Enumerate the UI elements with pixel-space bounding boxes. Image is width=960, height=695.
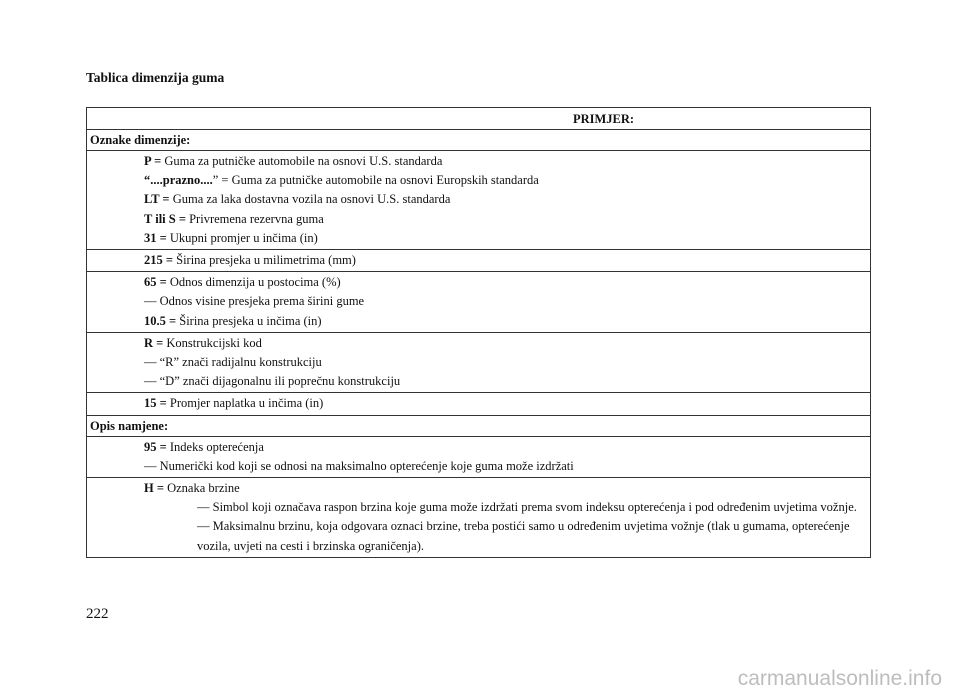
list-item [87, 171, 870, 190]
code-key: 65 = [144, 275, 167, 290]
code-desc: Ukupni promjer u inčima (in) [166, 230, 318, 245]
section-heading-dimensions: Oznake dimenzije: [87, 130, 870, 151]
list-item [87, 251, 870, 270]
page-title: Tablica dimenzija guma [86, 70, 225, 85]
table-row [87, 437, 870, 478]
code-key: 15 = [144, 396, 167, 411]
list-item: — “R” znači radijalnu konstrukciju [144, 355, 322, 370]
code-key: 10.5 = [144, 313, 177, 328]
list-item [87, 438, 870, 457]
table-row [87, 250, 870, 272]
code-desc: Guma za laka dostavna vozila na osnovi U.S. standarda [169, 192, 451, 207]
code-key: “....prazno.... [144, 173, 213, 188]
code-desc: Odnos dimenzija u postocima (%) [166, 275, 341, 290]
list-item: — Numerički kod koji se odnosi na maksimalno opterećenje koje guma može izdržati [144, 458, 574, 473]
list-item [87, 394, 870, 413]
table-header: PRIMJER: [87, 108, 870, 130]
code-desc: Indeks opterećenja [166, 439, 264, 454]
list-item [87, 152, 870, 171]
list-item [87, 334, 870, 353]
table-row [87, 151, 870, 250]
table-row [87, 478, 870, 558]
code-desc: Privremena rezervna guma [185, 211, 324, 226]
tire-dimension-table [86, 107, 871, 558]
list-item [87, 479, 870, 498]
page-number: 222 [86, 606, 109, 622]
code-key: LT = [144, 192, 170, 207]
code-desc: ” = Guma za putničke automobile na osnovi Europskih standarda [212, 173, 539, 188]
list-item: — Simbol koji označava raspon brzina koje guma može izdržati prema svom indeksu opterećenja i pod određenim uvjetima vožnje. [197, 500, 857, 515]
table-row [87, 272, 870, 333]
table-row [87, 333, 870, 394]
code-desc: Promjer naplatka u inčima (in) [166, 396, 324, 411]
list-item [87, 273, 870, 292]
code-key: R = [144, 335, 164, 350]
code-desc: Konstrukcijski kod [163, 335, 262, 350]
list-item: — Maksimalnu brzinu, koja odgovara oznaci brzine, treba postići samo u određenim uvjetima vožnje (tlak u gumama, opterećenje vozila, uvjeti na cesti i brzinska ograničenja). [197, 519, 850, 553]
watermark: carmanualsonline.info [737, 667, 942, 690]
code-key: 95 = [144, 439, 167, 454]
list-item [87, 190, 870, 209]
list-item: — “D” znači dijagonalnu ili poprečnu konstrukciju [144, 374, 401, 389]
code-key: 215 = [144, 253, 173, 268]
code-key: H = [144, 481, 164, 496]
list-item [87, 312, 870, 331]
table-row [87, 393, 870, 415]
code-desc: Širina presjeka u milimetrima (mm) [173, 253, 356, 268]
code-desc: Guma za putničke automobile na osnovi U.S. standarda [161, 154, 443, 168]
list-item [87, 229, 870, 248]
code-key: P = [144, 154, 162, 168]
section-heading-purpose: Opis namjene: [87, 416, 870, 437]
code-desc: Oznaka brzine [163, 481, 240, 496]
list-item [87, 210, 870, 229]
list-item: — Odnos visine presjeka prema širini gume [144, 294, 365, 309]
code-desc: Širina presjeka u inčima (in) [176, 313, 322, 328]
code-key: 31 = [144, 230, 167, 245]
code-key: T ili S = [144, 211, 186, 226]
